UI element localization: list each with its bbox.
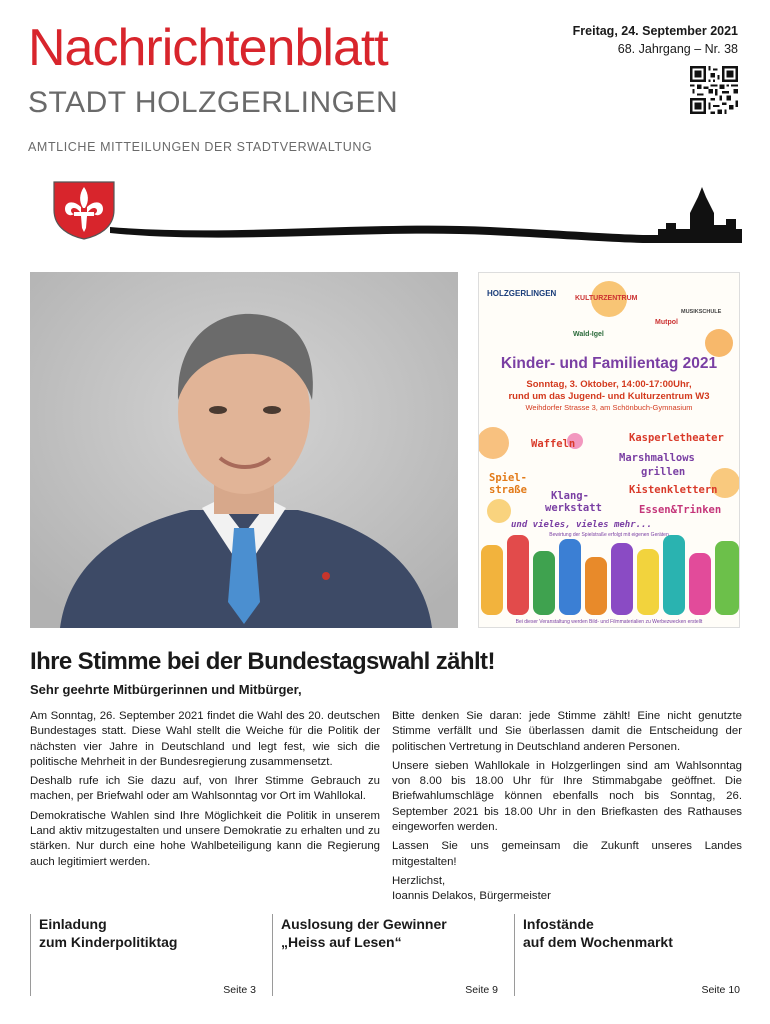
poster-logo-wald: Wald-Igel <box>573 331 604 338</box>
article-column-left <box>30 709 380 874</box>
article-column-right <box>392 709 742 909</box>
poster-logo-mutpol: Mutpol <box>655 319 678 326</box>
poster-activity: Spiel- <box>489 472 527 484</box>
masthead-title: Nachrichtenblatt <box>28 19 388 77</box>
poster-logo-city: HOLZGERLINGEN <box>487 289 557 298</box>
teaser-kinderpolitiktag[interactable] <box>30 914 256 996</box>
teaser-page: Seite 9 <box>465 984 498 996</box>
signature: Ioannis Delakos, Bürgermeister <box>392 890 551 903</box>
teaser-title: Einladung zum Kinderpolitiktag <box>39 916 178 950</box>
poster-address: Weihdorfer Strasse 3, am Schönbuch-Gymnasium <box>525 403 693 412</box>
masthead-subline: AMTLICHE MITTEILUNGEN DER STADTVERWALTUNG <box>28 140 373 154</box>
poster-activity: straße <box>489 484 527 496</box>
city-title: STADT HOLZGERLINGEN <box>28 86 399 119</box>
skyline-silhouette <box>110 185 742 250</box>
teaser-page: Seite 10 <box>701 984 740 996</box>
poster-note: Bewirtung der Spielstraße erfolgt mit eigenen Geräten <box>549 532 669 538</box>
teaser-wochenmarkt[interactable] <box>514 914 740 996</box>
teaser-page: Seite 3 <box>223 984 256 996</box>
poster-activity: Essen&Trinken <box>639 504 722 516</box>
paragraph: Bitte denken Sie daran: jede Stimme zählt! Eine nicht genutzte Stimme verfällt und Sie überlassen damit die Entscheidung der politischen Vertretung in Deutschland anderen Personen. <box>392 710 742 753</box>
teaser-title: Infostände auf dem Wochenmarkt <box>523 916 673 950</box>
poster-activity: werkstatt <box>545 502 602 514</box>
poster-note: Bei dieser Veranstaltung werden Bild- und Filmmaterialien zu Werbezwecken erstellt <box>515 619 703 625</box>
paragraph: Deshalb rufe ich Sie dazu auf, von Ihrer Stimme Gebrauch zu machen, per Briefwahl oder am Wahlsonntag vor Ort im Wahllokal. <box>30 775 380 803</box>
teaser-title: Auslosung der Gewinner „Heiss auf Lesen“ <box>281 916 447 950</box>
poster-activity: Kistenklettern <box>629 484 718 496</box>
poster-activity: und vieles, vieles mehr... <box>511 520 652 530</box>
paragraph: Am Sonntag, 26. September 2021 findet die Wahl des 20. deutschen Bundestages statt. Diese Wahl stellt die Weiche für die Politik der nächsten vier Jahre in Deutschland und legt fest, wie sich die politische Mehrheit in der Bundesregierung zusammensetzt. <box>30 710 380 768</box>
article-headline: Ihre Stimme bei der Bundestagswahl zählt! <box>30 648 495 675</box>
article-salutation: Sehr geehrte Mitbürgerinnen und Mitbürger, <box>30 682 302 697</box>
poster-title: Kinder- und Familientag 2021 <box>500 355 718 372</box>
paragraph: Lassen Sie uns gemeinsam die Zukunft unseres Landes mitgestalten! <box>392 840 742 868</box>
poster-logo-musik: MUSIKSCHULE <box>681 309 722 315</box>
issue-number: 68. Jahrgang – Nr. 38 <box>617 42 738 57</box>
poster-activity: Waffeln <box>531 438 576 450</box>
issue-date: Freitag, 24. September 2021 <box>572 24 738 38</box>
qr-code-icon[interactable] <box>690 66 738 114</box>
poster-line-1: Sonntag, 3. Oktober, 14:00-17:00Uhr, <box>526 379 692 390</box>
issue-info <box>573 22 738 58</box>
poster-activity: grillen <box>641 466 686 478</box>
closing: Herzlichst, <box>392 874 446 887</box>
paragraph: Unsere sieben Wahllokale in Holzgerlingen sind am Wahlsonntag von 8.00 bis 18.00 Uhr für Ihre Stimmabgabe geöffnet. Die Briefwahlumschläge können ebenfalls noch bis Sonntag, 26. September 2021 bis 18.00 Uhr in den Briefkasten des Rathauses eingeworfen werden. <box>392 759 742 834</box>
paragraph: Demokratische Wahlen sind Ihre Möglichkeit die Politik in unserem Land aktiv mitzugestalten und unsere Demokratie zu erhalten und zu stärken. Nur durch eine hohe Wahlbeteiligung kann die Regierung auch legitimiert werden. <box>30 809 380 868</box>
event-poster <box>478 272 740 628</box>
poster-decoration <box>479 273 740 628</box>
poster-logo-center: KULTURZENTRUM <box>575 295 638 302</box>
poster-activity: Klang- <box>551 490 589 502</box>
poster-line-2: rund um das Jugend- und Kulturzentrum W3 <box>508 391 710 402</box>
poster-activity: Marshmallows <box>619 452 695 464</box>
teaser-heiss-auf-lesen[interactable] <box>272 914 498 996</box>
mayor-portrait <box>30 272 458 628</box>
city-crest-icon <box>52 180 116 240</box>
poster-activity: Kasperletheater <box>629 432 724 444</box>
